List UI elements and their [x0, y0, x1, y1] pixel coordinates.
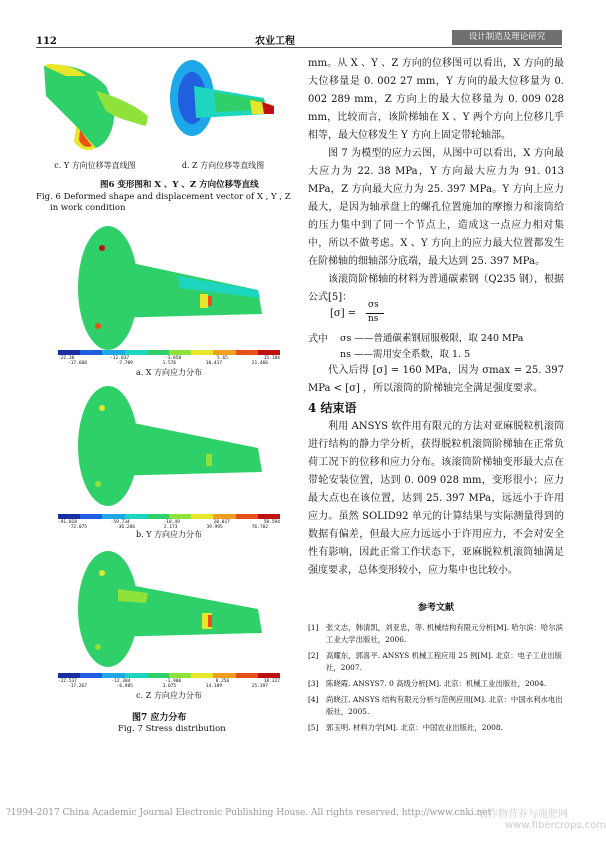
colorbar-swatch [147, 673, 169, 678]
figure-6-title-cn: 图6 变形图和 X 、Y 、Z 方向位移等直线 [100, 180, 259, 190]
reference-item [308, 722, 564, 734]
references-list [308, 622, 564, 738]
page-header [0, 0, 595, 52]
body-text-check [308, 362, 564, 398]
tick-label: -1.906 [164, 679, 182, 684]
reference-text: 郭玉明. 材料力学[M]. 北京：中国农业出版社，2008. [326, 723, 503, 732]
reference-text: 陈晓霞. ANSYS7. 0 高级分析[M]. 北京：机械工业出版社，2004. [326, 679, 547, 688]
tick-label: 3.075 [162, 684, 177, 689]
paragraph-check: 代入后得 [σ] = 160 MPa，因为 σmax = 25. 397 MPa < [σ] ，所以滚筒的阶梯轴完全满足强度要求。 [308, 365, 564, 394]
where-item-1: σs ——普通碳素钢屈服极限，取 240 MPa [340, 333, 524, 344]
tick-label: 2.173 [163, 525, 178, 530]
header-rule [36, 47, 562, 48]
tick-label: -22.38 [58, 356, 75, 361]
colorbar-swatch [191, 673, 213, 678]
section-tag: 设计制造及理论研究 [452, 30, 562, 45]
tick-label: 21.466 [251, 361, 268, 366]
reference-number: [1] [308, 623, 319, 632]
figure-7-panel-a-caption: a. X 方向应力分布 [135, 368, 203, 377]
colorbar-swatch [80, 673, 102, 678]
colorbar-swatch [213, 514, 235, 519]
colorbar-swatch [258, 350, 280, 355]
figure-6-panel-c-caption: c. Y 方向位移等直线图 [54, 161, 136, 170]
tick-label: 76.782 [251, 525, 268, 530]
body-text-right [308, 55, 564, 307]
watermark-url: www.fibercrops.com [505, 820, 606, 831]
formula-lhs: [σ] = [330, 308, 357, 319]
formula-denominator: ns [368, 314, 379, 324]
figure-6-panel-d-image [164, 56, 282, 156]
where-item-2: ns ——需用安全系数，取 1. 5 [340, 349, 471, 360]
tick-label: -72.075 [68, 525, 87, 530]
figure-7-panel-b-caption: b. Y 方向应力分布 [135, 530, 203, 539]
colorbar-swatch [80, 350, 102, 355]
reference-number: [3] [308, 679, 319, 688]
colorbar-gradient [58, 514, 280, 519]
where-label: 式中 [308, 334, 328, 345]
tick-label: 8.256 [215, 679, 230, 684]
colorbar-swatch [258, 514, 280, 519]
colorbar-gradient [58, 350, 280, 355]
watermark-cn: 农作物营养与施肥网 [478, 809, 568, 820]
colorbar-swatch [125, 350, 147, 355]
references-title: 参考文献 [417, 603, 454, 613]
copyright-notice: ?1994-2017 China Academic Journal Electronic Publishing House. All rights reserved. http://www.cnki.net [6, 808, 492, 818]
paragraph-conclusion: 利用 ANSYS 软件用有限元的方法对亚麻脱粒机滚筒进行结构的静力学分析，获得脱粒机滚筒阶梯轴在正常负荷工况下的位移和应力分布。该滚筒阶梯轴变形最大点在带轮安装位置，达到 0. 009 028 mm，变形很小；应力最大点也在该位置，达到 25. 397 MPa，远远小于许用应力。虽然 SOLID92 单元的计算结果与实际测量得到的数据有偏差，但最大应力远远小于许用应力，不会对安全性有影响，因此正常工作状态下，亚麻脱粒机滚筒轴满足强度要求，总体变形较小，应力集中也比较小。 [308, 421, 564, 576]
figure-7-panel-a-image [58, 218, 280, 358]
figure-7-title-en: Fig. 7 Stress distribution [118, 724, 226, 734]
colorbar-swatch [258, 673, 280, 678]
tick-label: -12.384 [111, 679, 131, 684]
tick-label: -3.858 [164, 356, 182, 361]
colorbar-swatch [191, 514, 213, 519]
colorbar-swatch [169, 350, 191, 355]
reference-number: [5] [308, 723, 319, 732]
tick-label: -7.709 [116, 361, 133, 366]
reference-item [308, 650, 564, 674]
tick-label: -6.985 [116, 684, 133, 689]
figure-7-panel-c-caption: c. Z 方向应力分布 [136, 691, 202, 700]
colorbar-swatch [102, 350, 124, 355]
page-number: 112 [36, 36, 57, 47]
tick-label: 39.995 [206, 525, 223, 530]
tick-label: -18.49 [163, 520, 180, 525]
tick-label: 20.017 [213, 520, 230, 525]
body-text-conclusion [308, 418, 564, 580]
colorbar-swatch [147, 350, 169, 355]
tick-label: 58.594 [263, 520, 280, 525]
tick-label: 18.327 [263, 679, 280, 684]
figure-6 [36, 56, 286, 176]
tick-label: -17.608 [68, 361, 87, 366]
colorbar-ticks-bottom [58, 684, 268, 689]
colorbar-swatch [125, 514, 147, 519]
colorbar-swatch [236, 673, 258, 678]
colorbar-swatch [102, 673, 124, 678]
colorbar-swatch [236, 350, 258, 355]
colorbar-swatch [169, 514, 191, 519]
reference-item [308, 694, 564, 718]
reference-text: 尚晓江. ANSYS 结构有限元分析与范例应用[M]. 北京：中国水利水电出版社，2005. [326, 695, 563, 716]
reference-item [308, 622, 564, 646]
tick-label: -22.537 [58, 679, 77, 684]
journal-name: 农业工程 [255, 36, 295, 47]
figure-7-panel-c-image [58, 545, 280, 685]
colorbar-ticks-bottom [58, 361, 268, 366]
colorbar-swatch [213, 673, 235, 678]
reference-number: [2] [308, 651, 319, 660]
colorbar-swatch [58, 350, 80, 355]
figure-7-panel-b-image [58, 380, 280, 520]
paragraph-displacement: mm。从 X 、Y 、Z 方向的位移图可以看出，X 方向的最大位移量是 0. 002 27 mm，Y 方向的最大位移量为 0. 002 289 mm，Z 方向上的最大位移量为 0. 009 028 mm，比较而言，该阶梯轴在 X 、Y 两个方向上位移几乎相等，最大位移发生 Y 方向上固定带轮轴部。 [308, 58, 564, 141]
reference-text: 张文志，韩清凯，刘亚忠，等. 机械结构有限元分析[M]. 哈尔滨：哈尔滨工业大学出版社，2006. [326, 623, 564, 644]
figure-7-title-cn: 图7 应力分布 [132, 713, 187, 723]
paragraph-stress: 图 7 为模型的应力云图，从图中可以看出，X 方向最大应力为 22. 38 MPa，Y 方向最大应力为 91. 013 MPa，Z 方向最大应力为 25. 397 MPa。Y 方向上应力最大，是因为轴承盘上的螺孔位置施加的摩擦力和滚筒给的压力集中到了同一个节点上，造成这一点应力相对集中，所以不做考虑。X 、Y 方向上的应力最大位置都发生在阶梯轴的细轴部分底端，最大达到 25. 397 MPa。 [308, 148, 564, 267]
paragraph-material: 该滚筒阶梯轴的材料为普通碳素钢（Q235 钢），根据公式[5]： [308, 274, 564, 303]
tick-label: -91.018 [58, 520, 77, 525]
colorbar-gradient [58, 673, 280, 678]
tick-label: 14.109 [205, 684, 223, 689]
figure-6-title-en-1: Fig. 6 Deformed shape and displacement vector of X , Y , Z [36, 192, 291, 202]
tick-label: -59.734 [110, 520, 130, 525]
tick-label: 10.417 [205, 361, 223, 366]
colorbar-swatch [191, 350, 213, 355]
reference-text: 高耀东，郭喜平. ANSYS 机械工程应用 25 例[M]. 北京：电子工业出版社，2007. [326, 651, 562, 672]
colorbar-swatch [80, 514, 102, 519]
colorbar-swatch [102, 514, 124, 519]
tick-label: -17.267 [68, 684, 87, 689]
tick-label: 15.184 [263, 356, 280, 361]
colorbar-swatch [58, 673, 80, 678]
formula-numerator: σs [368, 300, 379, 310]
colorbar-swatch [236, 514, 258, 519]
colorbar-swatch [169, 673, 191, 678]
colorbar-swatch [147, 514, 169, 519]
reference-item [308, 678, 564, 690]
colorbar-swatch [58, 514, 80, 519]
reference-number: [4] [308, 695, 319, 704]
tick-label: 5.65 [217, 356, 228, 361]
colorbar-swatch [213, 350, 235, 355]
tick-label: -36.286 [115, 525, 135, 530]
figure-6-panel-d-caption: d. Z 方向位移等直线图 [181, 161, 265, 170]
tick-label: 1.576 [162, 361, 177, 366]
colorbar-swatch [125, 673, 147, 678]
tick-label: -12.837 [110, 356, 130, 361]
section-heading: 4 结束语 [308, 401, 357, 415]
figure-6-panel-c-image [36, 56, 154, 156]
figure-6-title-en-2: in work condition [50, 203, 126, 213]
tick-label: 25.397 [251, 684, 268, 689]
